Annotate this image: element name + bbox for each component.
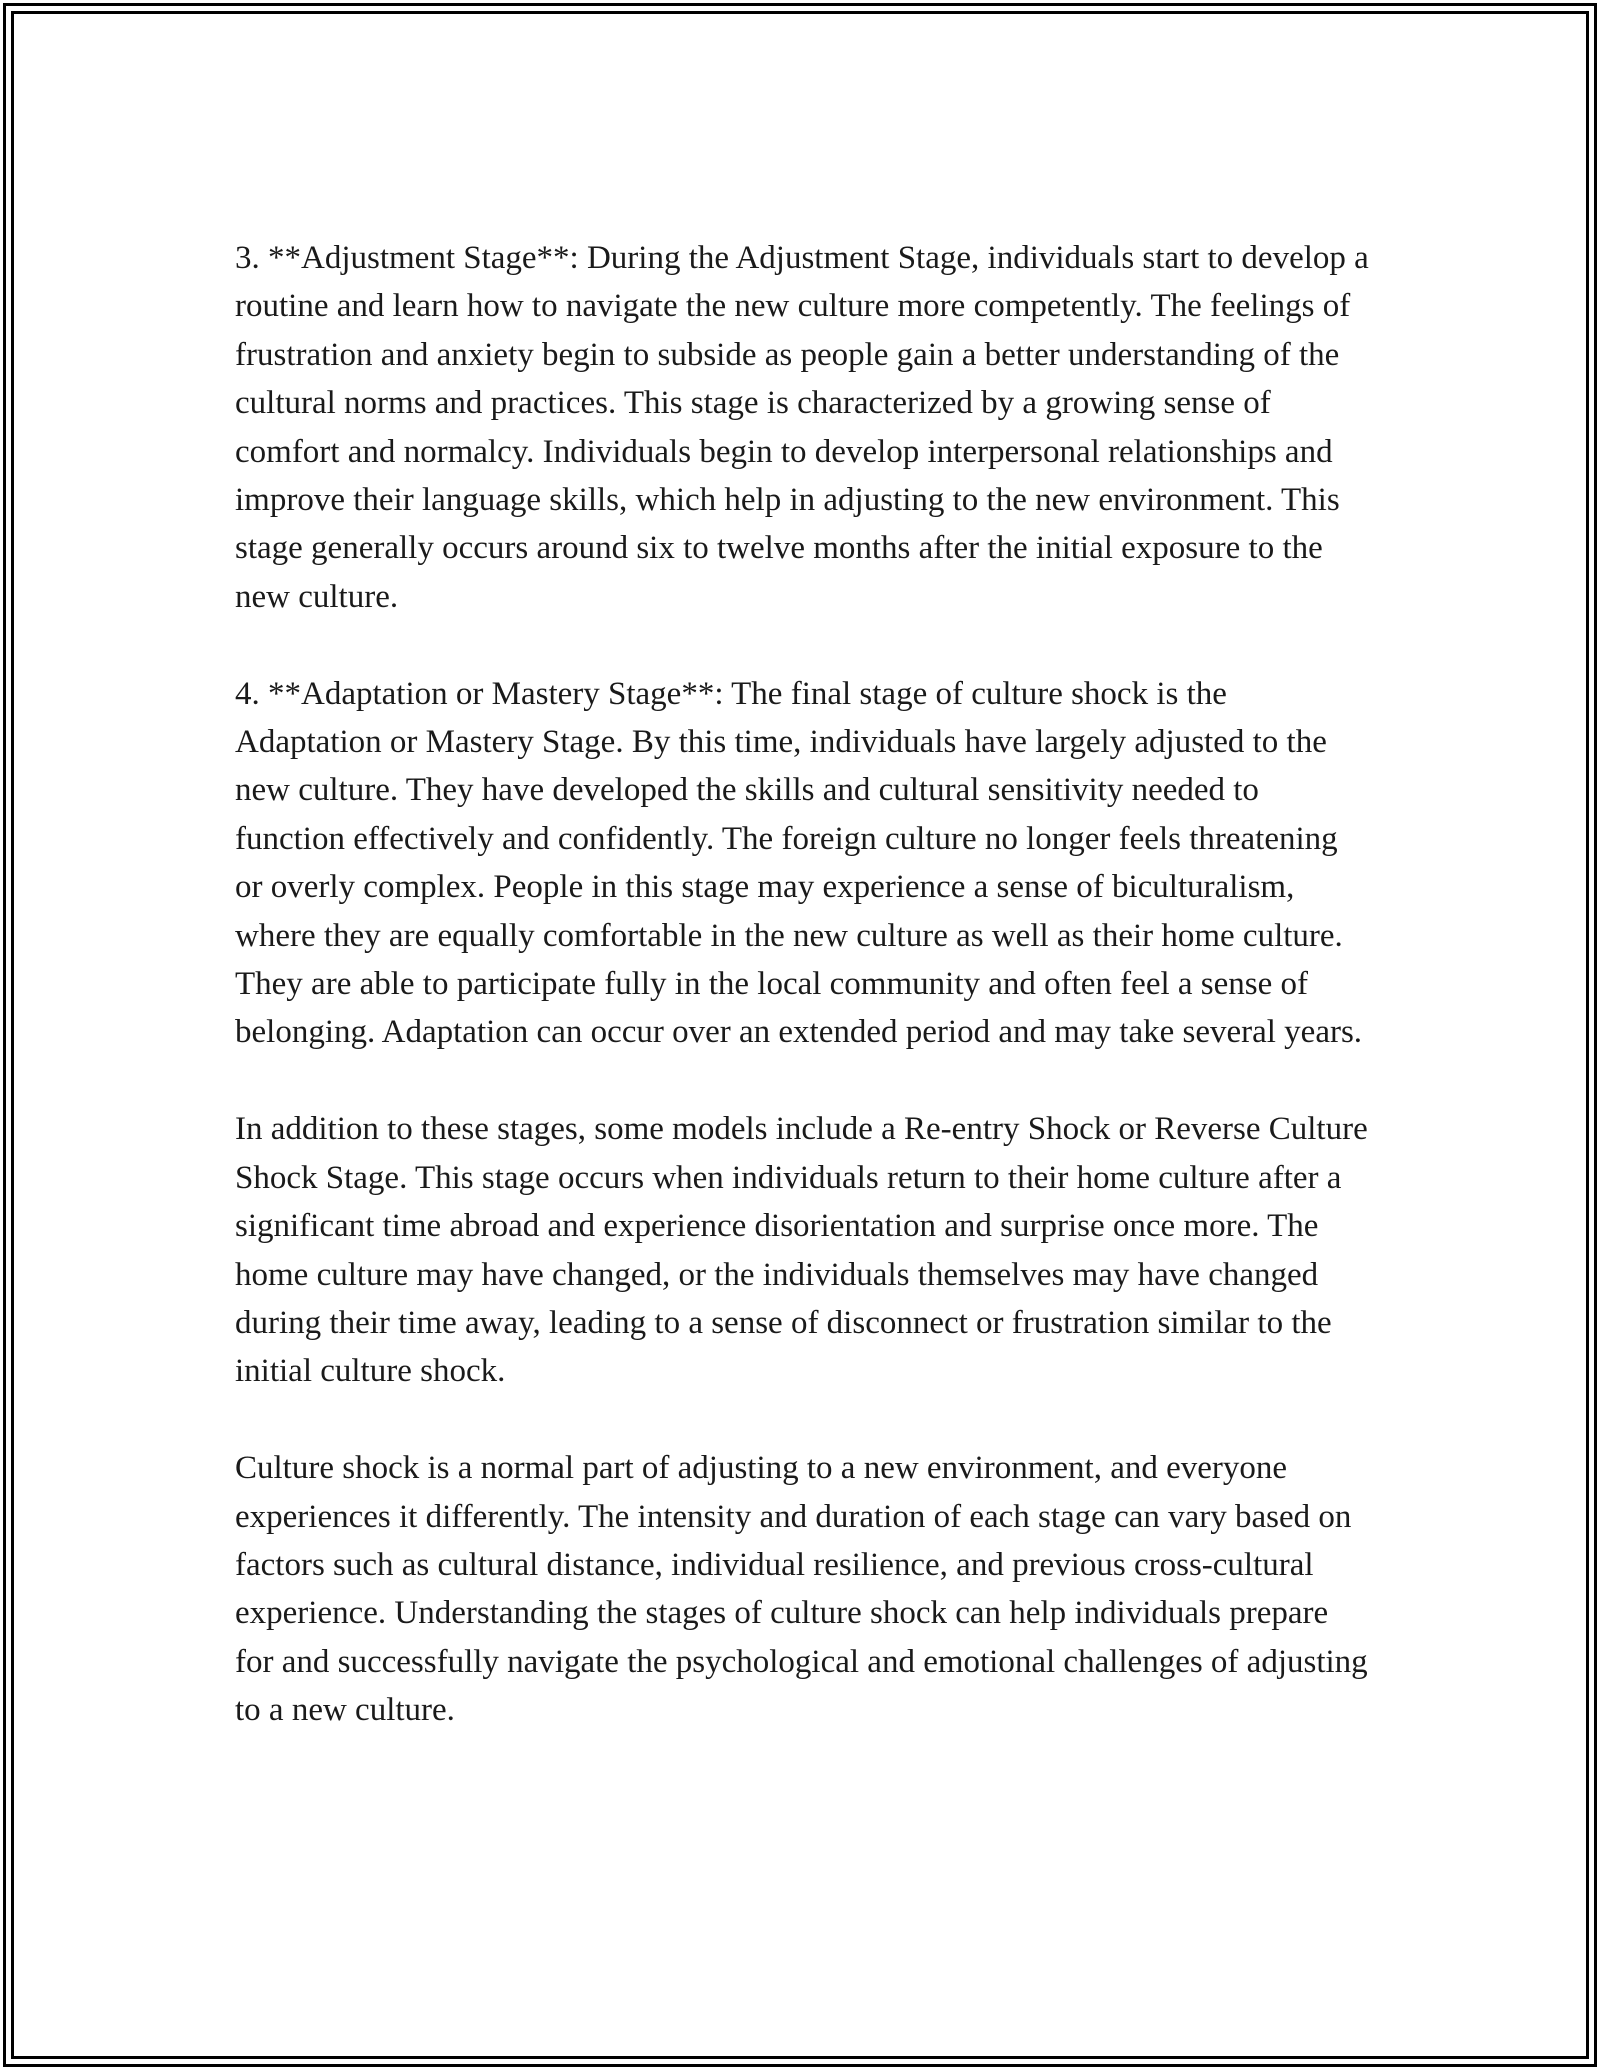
paragraph-adjustment-stage: 3. **Adjustment Stage**: During the Adjustment Stage, individuals start to develop a routine and learn how to navigate the new culture more competently. The feelings of frustration and anxiety begin to subside as people gain a better understanding of the cultural norms and practices. This stage is characterized by a growing sense of comfort and normalcy. Individuals begin to develop interpersonal relationships and improve their language skills, which help in adjusting to the new environment. This stage generally occurs around six to twelve months after the initial exposure to the new culture. (235, 240, 1369, 615)
paragraph-adaptation-stage: 4. **Adaptation or Mastery Stage**: The final stage of culture shock is the Adaptation or Mastery Stage. By this time, individuals have largely adjusted to the new culture. They have developed the skills and cultural sensitivity needed to function effectively and confidently. The foreign culture no longer feels threatening or overly complex. People in this stage may experience a sense of biculturalism, where they are equally comfortable in the new culture as well as their home culture. They are able to participate fully in the local community and often feel a sense of belonging. Adaptation can occur over an extended period and may take several years. (235, 675, 1363, 1051)
paragraph-reentry-shock: In addition to these stages, some models include a Re-entry Shock or Reverse Culture Shock Stage. This stage occurs when individuals return to their home culture after a significant time abroad and experience disorientation and surprise once more. The home culture may have changed, or the individuals themselves may have changed during their time away, leading to a sense of disconnect or frustration similar to the initial culture shock. (235, 1111, 1368, 1390)
document-body (235, 234, 1370, 1735)
paragraph-conclusion: Culture shock is a normal part of adjusting to a new environment, and everyone experiences it differently. The intensity and duration of each stage can vary based on factors such as cultural distance, individual resilience, and previous cross-cultural experience. Understanding the stages of culture shock can help individuals prepare for and successfully navigate the psychological and emotional challenges of adjusting to a new culture. (235, 1450, 1368, 1729)
